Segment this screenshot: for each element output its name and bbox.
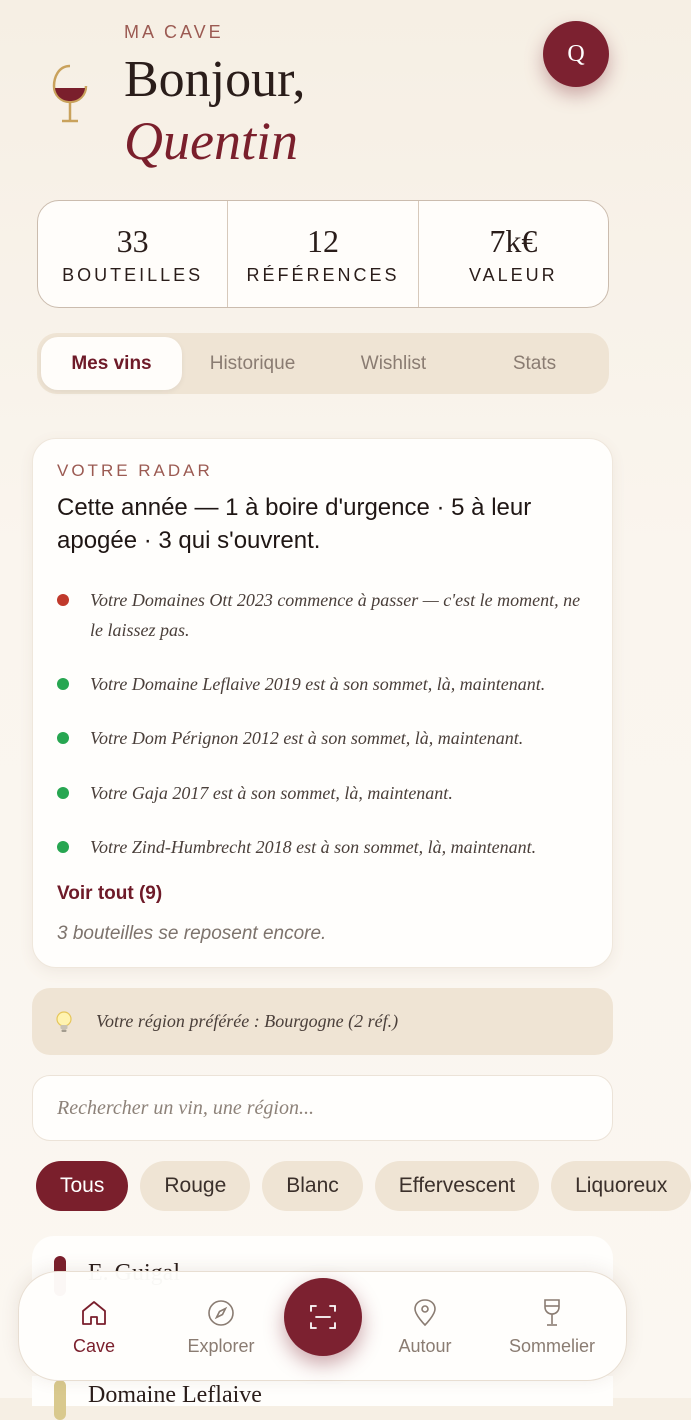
radar-item-text: Votre Domaine Leflaive 2019 est à son sommet, là, maintenant. <box>90 674 546 694</box>
scan-icon <box>309 1303 337 1331</box>
wine-color-bar <box>54 1380 66 1420</box>
tab-mes-vins[interactable]: Mes vins <box>41 337 182 390</box>
type-filters <box>36 1161 691 1211</box>
nav-explorer[interactable] <box>166 1298 276 1357</box>
filter-chip-effervescent[interactable]: Effervescent <box>375 1161 539 1211</box>
header <box>0 0 645 190</box>
stats-summary <box>37 200 609 308</box>
radar-item-urgent[interactable] <box>57 585 587 645</box>
radar-item-peak[interactable] <box>57 832 587 862</box>
peak-status-dot <box>57 678 69 690</box>
favorite-region-tip <box>32 988 613 1055</box>
nav-cave[interactable] <box>39 1298 149 1357</box>
nav-label: Sommelier <box>508 1336 596 1356</box>
stat-value: 12 <box>306 222 339 259</box>
peak-status-dot <box>57 841 69 853</box>
stat-label: BOUTEILLES <box>62 264 204 285</box>
filter-chip-tous[interactable]: Tous <box>36 1161 128 1211</box>
wine-glass-logo-icon <box>50 62 90 126</box>
header-eyebrow: MA CAVE <box>124 22 224 42</box>
stat-label: RÉFÉRENCES <box>246 264 400 285</box>
radar-item-text: Votre Gaja 2017 est à son sommet, là, maintenant. <box>90 783 453 803</box>
stat-bottles <box>38 201 228 307</box>
profile-avatar[interactable]: Q <box>543 21 609 87</box>
filter-chip-rouge[interactable]: Rouge <box>140 1161 250 1211</box>
search-input[interactable] <box>57 1097 612 1120</box>
scan-button[interactable] <box>284 1278 362 1356</box>
tip-text: Votre région préférée : Bourgogne (2 réf.) <box>96 1011 399 1031</box>
nav-label: Cave <box>72 1336 116 1356</box>
radar-item-text: Votre Domaines Ott 2023 commence à passer — c'est le moment, ne le laissez pas. <box>90 590 581 640</box>
nav-label: Autour <box>398 1336 452 1356</box>
radar-item-peak[interactable] <box>57 723 587 753</box>
tab-stats[interactable]: Stats <box>512 352 557 374</box>
radar-item-text: Votre Dom Pérignon 2012 est à son sommet, là, maintenant. <box>90 728 524 748</box>
tab-historique[interactable]: Historique <box>209 352 296 374</box>
see-all-link[interactable]: Voir tout (9) <box>57 883 163 904</box>
compass-icon <box>206 1298 236 1328</box>
resting-note: 3 bouteilles se reposent encore. <box>57 923 327 944</box>
urgent-status-dot <box>57 594 69 606</box>
peak-status-dot <box>57 732 69 744</box>
home-icon <box>79 1298 109 1328</box>
nav-sommelier[interactable] <box>497 1298 607 1357</box>
map-pin-icon <box>410 1298 440 1328</box>
greeting-text: Bonjour, <box>124 51 306 108</box>
stat-value: 33 <box>116 222 149 259</box>
radar-title: Cette année — 1 à boire d'urgence · 5 à leur apogée · 3 qui s'ouvrent. <box>57 494 532 554</box>
search-bar <box>32 1075 613 1141</box>
peak-status-dot <box>57 787 69 799</box>
wine-glass-icon <box>537 1298 567 1328</box>
radar-item-peak[interactable] <box>57 669 587 699</box>
wine-name: Domaine Leflaive <box>88 1382 262 1408</box>
section-tabs <box>37 333 609 394</box>
stat-value: 7k€ <box>489 222 538 259</box>
filter-chip-blanc[interactable]: Blanc <box>262 1161 363 1211</box>
tab-wishlist[interactable]: Wishlist <box>360 352 427 374</box>
filter-chip-liquoreux[interactable]: Liquoreux <box>551 1161 691 1211</box>
radar-eyebrow: VOTRE RADAR <box>57 461 213 480</box>
radar-item-text: Votre Zind-Humbrecht 2018 est à son sommet, là, maintenant. <box>90 837 537 857</box>
stat-value-total <box>419 201 608 307</box>
nav-label: Explorer <box>187 1336 255 1356</box>
nav-autour[interactable] <box>370 1298 480 1357</box>
radar-card <box>32 438 613 968</box>
stat-references <box>228 201 418 307</box>
radar-item-peak[interactable] <box>57 778 587 808</box>
lightbulb-icon <box>54 1010 74 1034</box>
user-name: Quentin <box>124 111 298 171</box>
stat-label: VALEUR <box>468 264 558 285</box>
